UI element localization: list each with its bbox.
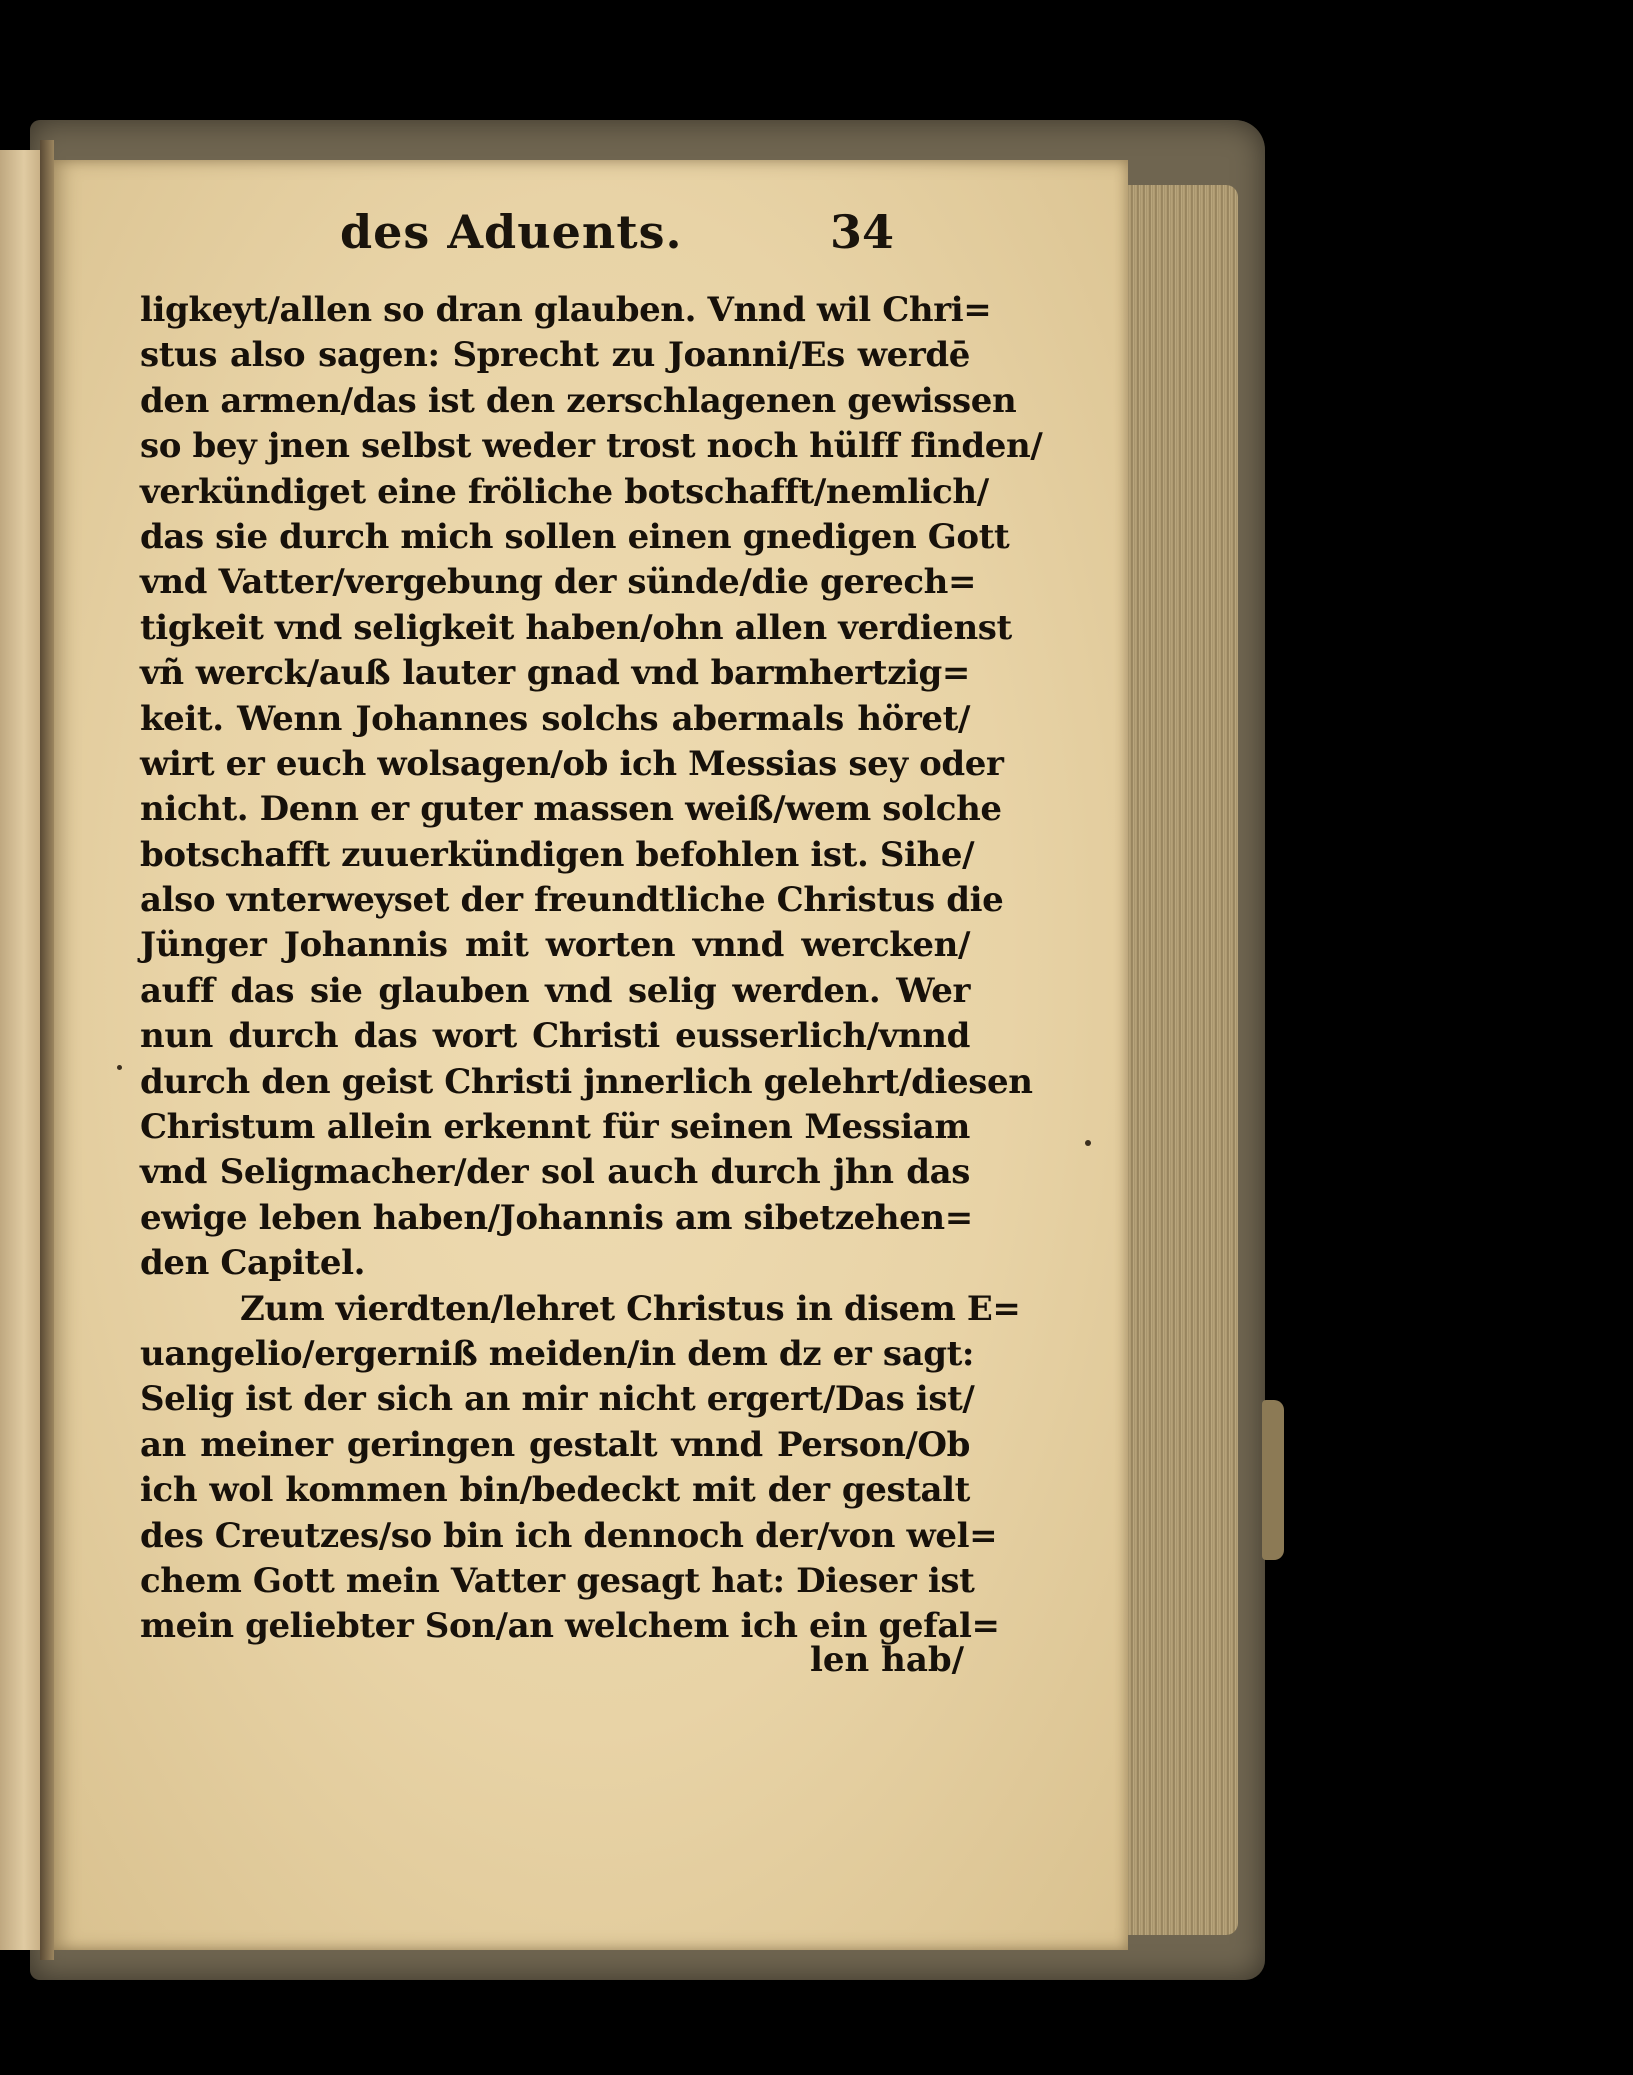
text-line: verkündiget eine fröliche botschafft/nemlich/	[140, 471, 989, 512]
text-line: botschafft zuuerkündigen befohlen ist. Sihe/	[140, 834, 975, 875]
page-header	[340, 205, 940, 265]
page-number: 34	[830, 205, 895, 259]
text-line: ich wol kommen bin/bedeckt mit der gestalt	[140, 1470, 970, 1511]
torn-cover-fragment	[1262, 1400, 1284, 1560]
text-line: durch den geist Christi jnnerlich gelehrt/diesen	[140, 1061, 1033, 1102]
text-line: Christum allein erkennt für seinen Messiam	[140, 1107, 970, 1148]
running-head: des Aduents.	[340, 205, 683, 259]
text-line: mein geliebter Son/an welchem ich ein gefal=	[140, 1606, 1000, 1647]
text-line: Jünger Johannis mit worten vnnd wercken/	[140, 925, 970, 966]
text-line: den armen/das ist den zerschlagenen gewissen	[140, 380, 1017, 421]
text-line: stus also sagen: Sprecht zu Joanni/Es werdē	[140, 335, 970, 376]
text-line: Zum vierdten/lehret Christus in disem E=	[240, 1288, 1021, 1329]
text-line: ewige leben haben/Johannis am sibetzehen=	[140, 1197, 973, 1238]
paper-speck	[1085, 1140, 1091, 1146]
text-line: wirt er euch wolsagen/ob ich Messias sey oder	[140, 743, 1004, 784]
text-line: nun durch das wort Christi eusserlich/vnnd	[140, 1016, 970, 1057]
text-line: ligkeyt/allen so dran glauben. Vnnd wil Chri=	[140, 290, 992, 330]
text-line: tigkeit vnd seligkeit haben/ohn allen verdienst	[140, 607, 1012, 648]
text-line: vnd Vatter/vergebung der sünde/die gerech=	[140, 562, 977, 603]
text-line: auff das sie glauben vnd selig werden. Wer	[140, 970, 970, 1011]
catchword: len hab/	[810, 1640, 965, 1680]
body-text	[140, 288, 1043, 1650]
paper-speck	[117, 1065, 122, 1070]
text-line: vñ werck/auß lauter gnad vnd barmhertzig=	[140, 653, 970, 694]
text-line: also vnterweyset der freundtliche Christus die	[140, 880, 1004, 921]
text-line: Selig ist der sich an mir nicht ergert/Das ist/	[140, 1379, 975, 1420]
text-line: des Creutzes/so bin ich dennoch der/von wel=	[140, 1515, 998, 1556]
text-line: keit. Wenn Johannes solchs abermals höret/	[140, 698, 970, 739]
text-line: chem Gott mein Vatter gesagt hat: Dieser ist	[140, 1560, 975, 1601]
book-gutter	[40, 140, 54, 1960]
text-line: den Capitel.	[140, 1243, 366, 1284]
text-line: vnd Seligmacher/der sol auch durch jhn das	[140, 1152, 970, 1193]
text-line: an meiner geringen gestalt vnnd Person/Ob	[140, 1424, 970, 1465]
text-line: nicht. Denn er guter massen weiß/wem solche	[140, 789, 1002, 830]
page-fore-edge	[1128, 185, 1238, 1935]
text-line: uangelio/ergerniß meiden/in dem dz er sagt:	[140, 1333, 975, 1374]
text-line: das sie durch mich sollen einen gnedigen Gott	[140, 516, 1010, 557]
text-line: so bey jnen selbst weder trost noch hülff finden/	[140, 426, 1043, 467]
facing-page-edge	[0, 150, 43, 1950]
